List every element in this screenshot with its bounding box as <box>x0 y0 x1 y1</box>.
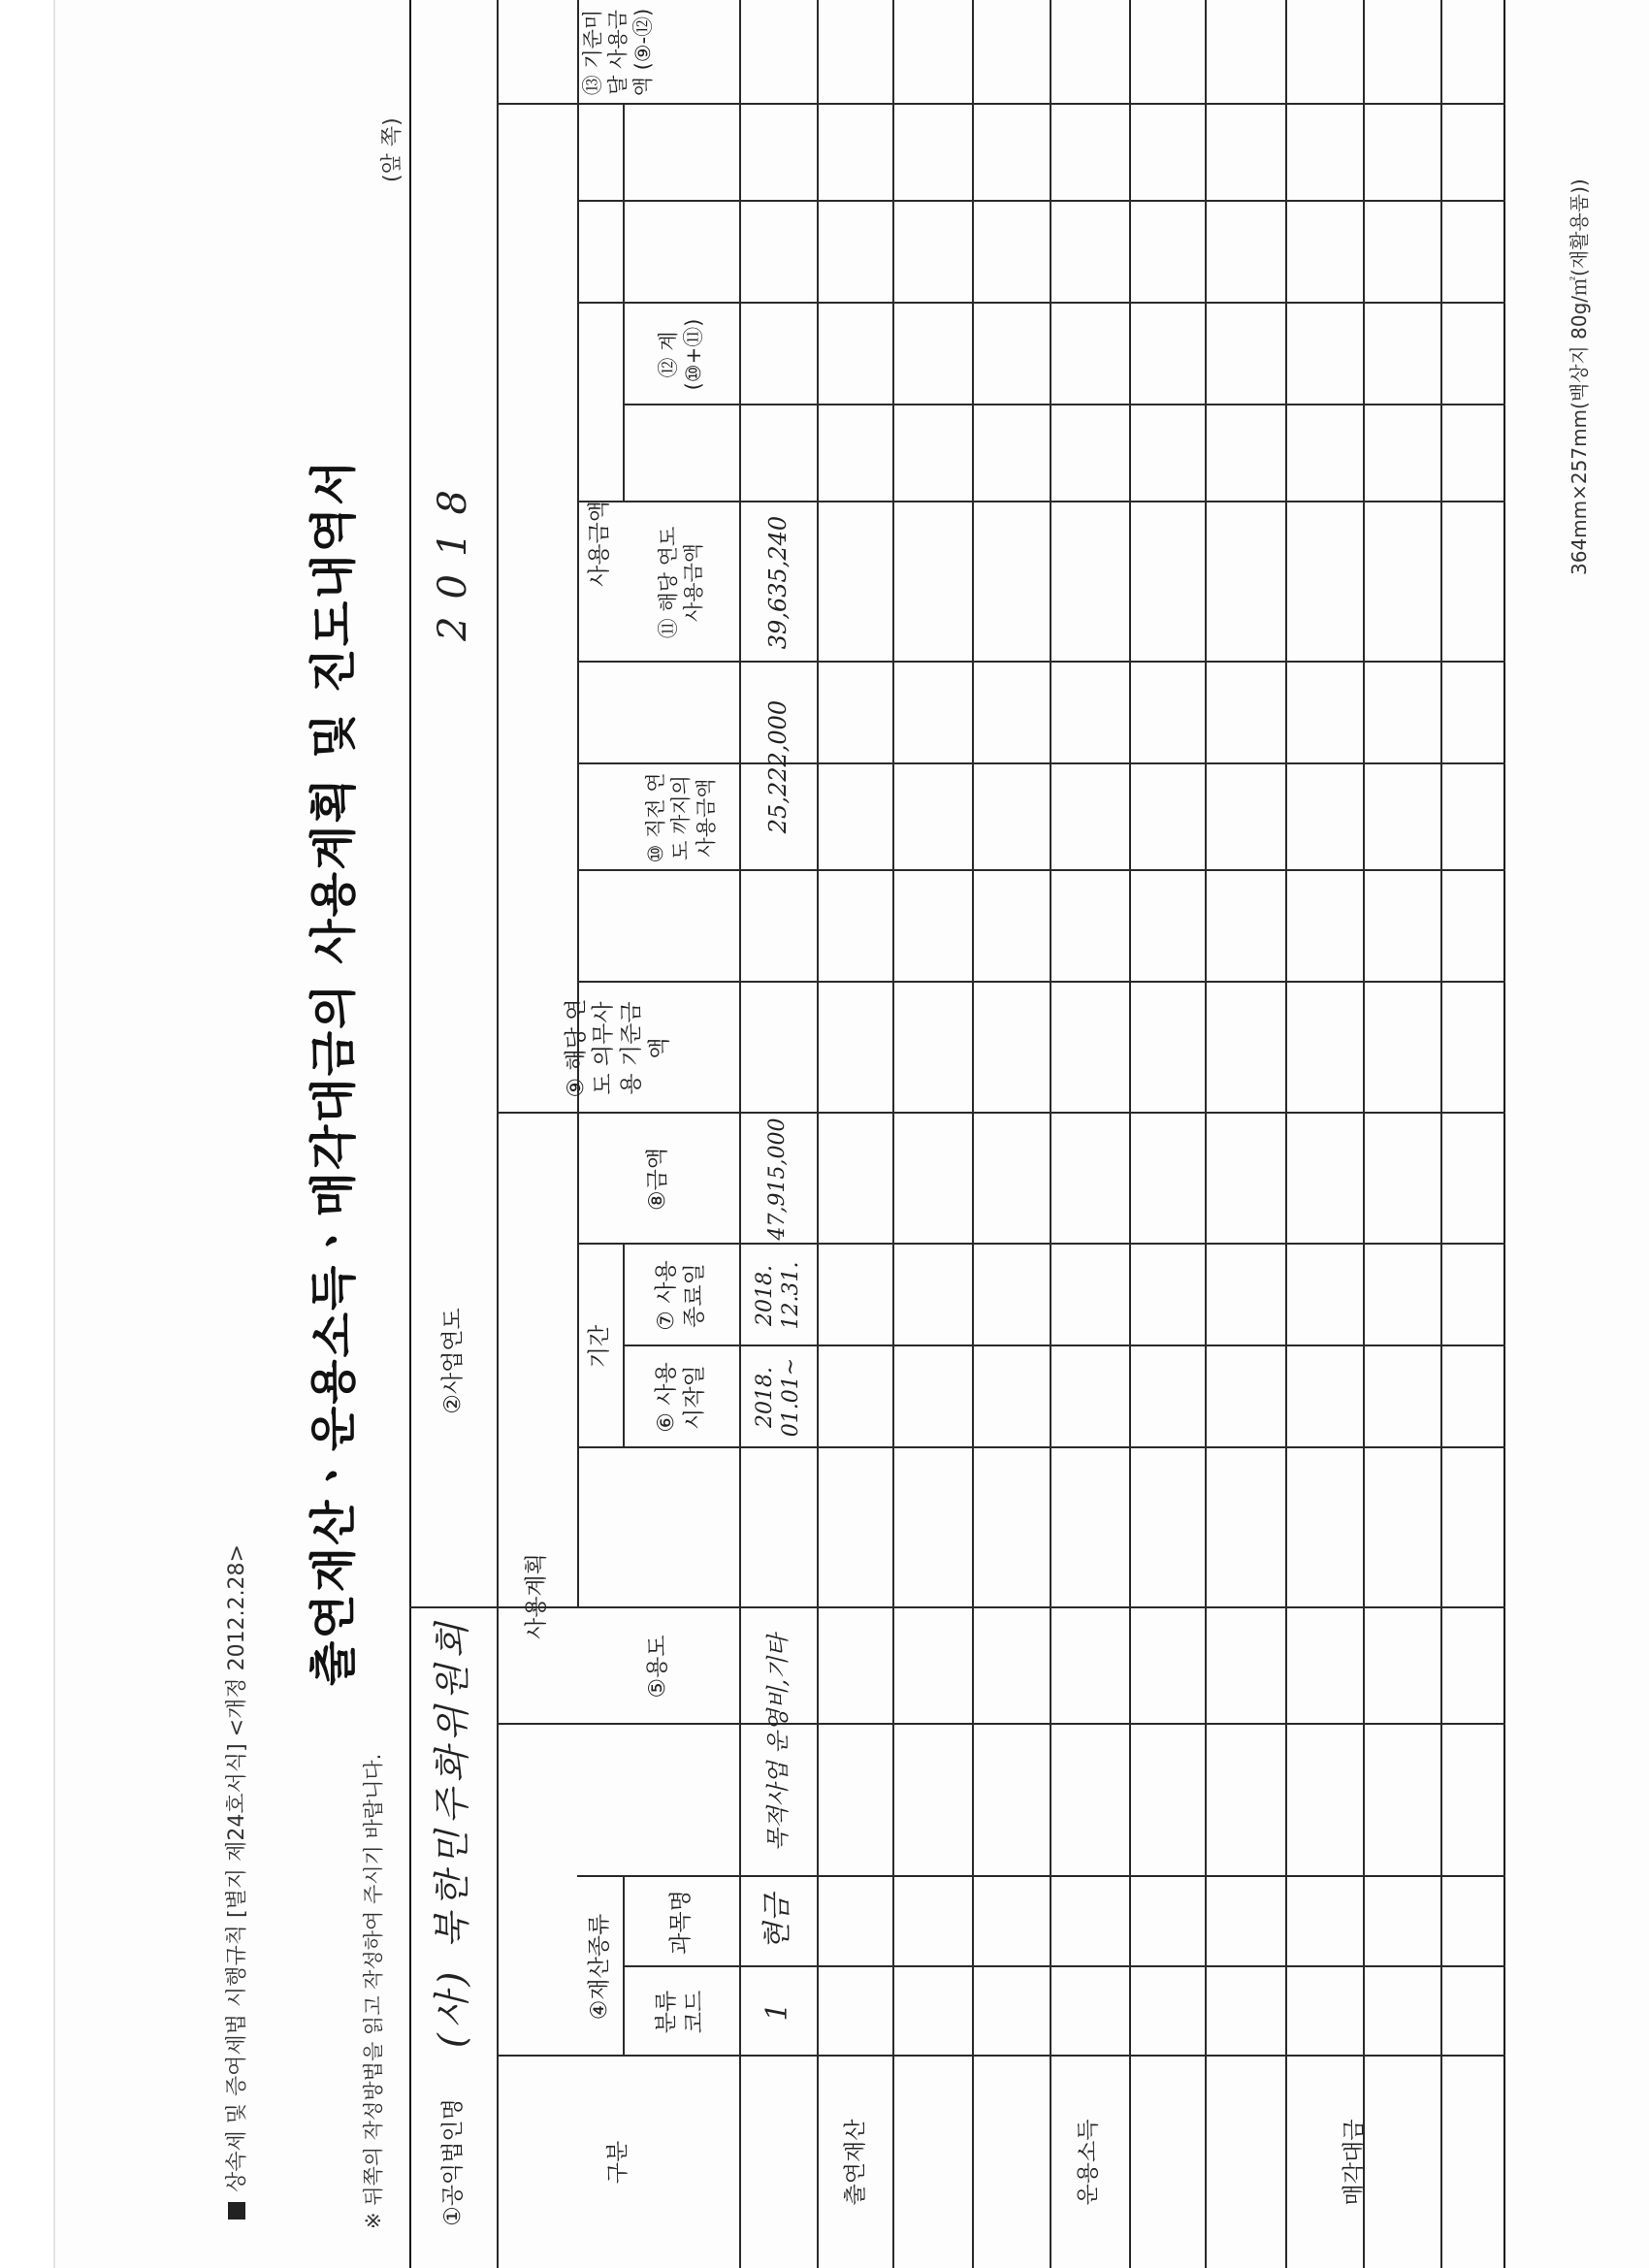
row-line <box>1050 0 1051 2268</box>
business-year-value[interactable]: 2018 <box>431 472 475 641</box>
business-year-label: ②사업연도 <box>439 1308 466 1414</box>
filled-end-date[interactable]: 2018. 12.31. <box>752 1261 803 1330</box>
total-header: ⑫ 계 (⑩+⑪) <box>656 318 705 391</box>
amount-header: ⑧금액 <box>645 1147 671 1212</box>
asset-type-header: ④재산종류 <box>587 1913 613 2021</box>
col-line <box>623 405 1505 406</box>
form-page <box>55 0 1649 2268</box>
row-line <box>1440 0 1442 2268</box>
filled-class-code[interactable]: 1 <box>760 2002 795 2022</box>
page-side-label: (앞 쪽) <box>380 117 404 182</box>
used-amount-header: 사용금액 <box>587 501 613 587</box>
paper-spec-footer: 364mm×257mm(백상지 80g/㎡(재활용품)) <box>1568 178 1591 575</box>
current-used-header: ⑪ 해당 연도 사용금액 <box>656 526 705 639</box>
corp-name-value[interactable]: (사) 북한민주화위원회 <box>431 1616 474 2049</box>
start-date-header: ⑥ 사용 시작일 <box>654 1362 707 1433</box>
row-line <box>1129 0 1131 2268</box>
shortfall-header: ⑬ 기준미달 사용금액 (⑨-⑫) <box>580 8 656 97</box>
filled-purpose[interactable]: 목적사업 운영비,기타 <box>764 1634 792 1852</box>
usage-plan-header: 사용계획 <box>524 1553 550 1639</box>
law-reference: 상속세 및 증여세법 시행규칙 [별지 제24호서식] <개정 2012.2.28> <box>220 1544 250 2219</box>
row-line <box>972 0 974 2268</box>
required-amount-header: ⑨ 해당 연도 의무사용 기준금액 <box>563 998 672 1098</box>
row-line <box>1285 0 1287 2268</box>
corp-name-label: ①공익법인명 <box>439 2098 466 2226</box>
account-name-header: 과목명 <box>667 1890 694 1955</box>
row-line <box>892 0 894 2268</box>
table-bottom-border <box>1504 0 1505 2268</box>
instruction-note: ※ 뒤쪽의 작성방법을 읽고 작성하여 주시기 바랍니다. <box>362 1753 385 2229</box>
row-line <box>1205 0 1207 2268</box>
filled-account-name[interactable]: 현금 <box>760 1894 795 1951</box>
row-group-contribution: 출연재산 <box>842 2119 868 2206</box>
period-header: 기간 <box>587 1324 613 1369</box>
row-line <box>1363 0 1365 2268</box>
row-group-operating-income: 운용소득 <box>1075 2119 1101 2206</box>
class-code-header: 분류 코드 <box>654 1990 707 2034</box>
row-line <box>817 0 819 2268</box>
filled-prior-used[interactable]: 25,222,000 <box>764 699 792 834</box>
filled-current-used[interactable]: 39,635,240 <box>764 515 792 650</box>
category-header: 구분 <box>604 2140 630 2185</box>
end-date-header: ⑦ 사용 종료일 <box>654 1260 707 1331</box>
filled-amount[interactable]: 47,915,000 <box>765 1118 791 1241</box>
col-line <box>577 201 1505 203</box>
form-title: 출연재산ㆍ운용소득ㆍ매각대금의 사용계획 및 진도내역서 <box>307 458 361 1686</box>
purpose-header: ⑤용도 <box>645 1635 671 1699</box>
row-group-sale-proceeds: 매각대금 <box>1341 2119 1367 2206</box>
scanned-sheet <box>53 0 1649 2268</box>
prior-used-header: ⑩ 직전 연도 까지의 사용금액 <box>643 772 719 863</box>
filled-start-date[interactable]: 2018. 01.01~ <box>752 1357 803 1438</box>
